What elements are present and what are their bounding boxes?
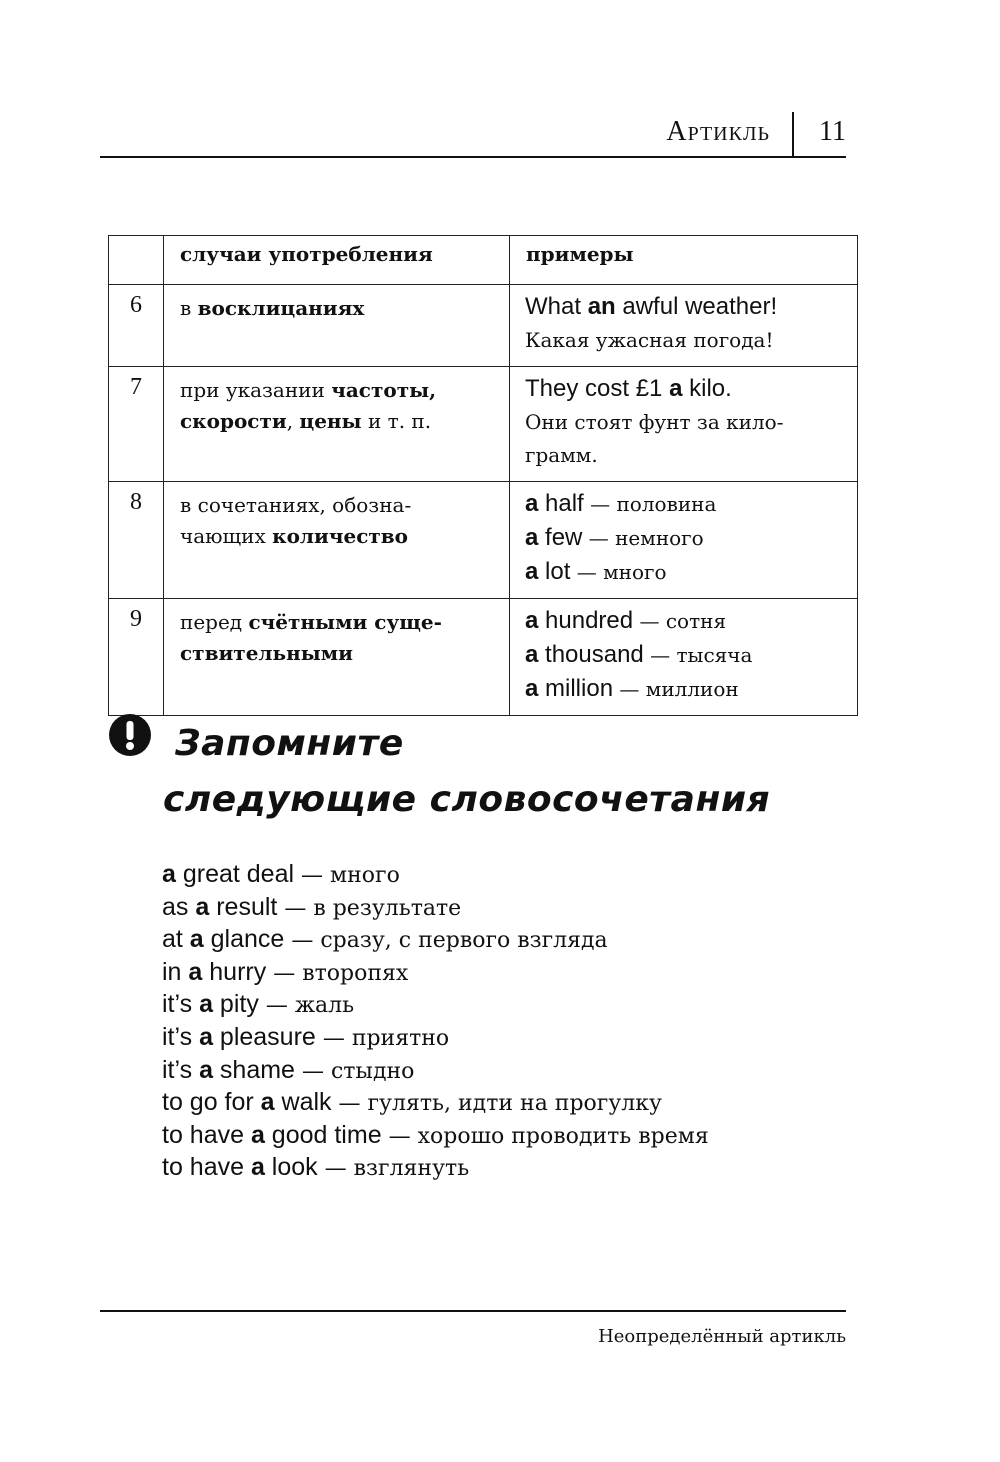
- case-text: при указании: [180, 378, 332, 402]
- phrase-article: a: [188, 957, 203, 986]
- column-header-cases: случаи употребления: [164, 236, 510, 285]
- phrase-translation: — гулять, идти на прогулку: [331, 1091, 662, 1117]
- row-number: 7: [109, 367, 164, 482]
- example-english-post: million: [538, 675, 614, 702]
- example-translation: — сотня: [633, 609, 727, 633]
- list-item: [162, 1119, 709, 1152]
- phrase-pre: it’s: [162, 1055, 200, 1084]
- example-translation: Они стоят фунт за кило-: [525, 410, 784, 434]
- example-translation: — миллион: [613, 677, 739, 701]
- example-english-post: thousand: [538, 641, 644, 668]
- section-title: Артикль: [666, 116, 770, 147]
- example-article: a: [525, 607, 539, 634]
- page-number: 11: [819, 116, 846, 147]
- example-line: [525, 291, 849, 325]
- list-item: [162, 1021, 709, 1054]
- example-english-post: lot: [538, 558, 571, 585]
- example-line: [525, 407, 849, 440]
- example-line: [525, 325, 849, 358]
- row-number: 9: [109, 599, 164, 716]
- phrase-post: walk: [274, 1088, 332, 1117]
- phrase-translation: — жаль: [258, 993, 355, 1019]
- example-translation: — половина: [583, 492, 717, 516]
- example-line: [525, 639, 849, 673]
- table-header-row: [109, 236, 858, 285]
- phrase-article: a: [195, 892, 210, 921]
- example-english-post: awful weather!: [615, 293, 778, 320]
- case-text: и т. п.: [361, 409, 432, 433]
- example-line: [525, 373, 849, 407]
- phrase-pre: to go for: [162, 1088, 261, 1117]
- case-keyword: скорости: [180, 409, 287, 433]
- example-line: [525, 488, 849, 522]
- footer-chapter-title: Неопределённый артикль: [598, 1326, 846, 1347]
- example-article: a: [525, 524, 539, 551]
- example-article: an: [587, 293, 616, 320]
- phrase-post: pleasure: [212, 1022, 316, 1051]
- phrase-post: great deal: [175, 860, 295, 888]
- row-number: 6: [109, 285, 164, 367]
- usage-case: [164, 599, 510, 716]
- header-separator: [792, 112, 794, 156]
- phrase-post: pity: [212, 990, 259, 1019]
- example-article: a: [525, 558, 539, 585]
- phrase-article: a: [199, 1022, 213, 1051]
- phrase-article: a: [250, 1153, 265, 1182]
- example-article: a: [525, 675, 539, 702]
- case-text: ,: [286, 409, 300, 433]
- case-text: перед: [180, 610, 249, 634]
- example-line: [525, 673, 849, 707]
- list-item: [162, 891, 709, 924]
- phrase-pre: as: [162, 892, 196, 921]
- example-line: [525, 522, 849, 556]
- example-translation: грамм.: [525, 443, 598, 467]
- usage-case: [164, 367, 510, 482]
- column-header-examples: примеры: [510, 236, 858, 285]
- phrase-translation: — сразу, с первого взгляда: [284, 928, 608, 954]
- phrase-post: look: [264, 1153, 318, 1182]
- case-keyword: цены: [299, 409, 362, 433]
- examples-cell: [510, 285, 858, 367]
- remember-heading: [163, 716, 770, 828]
- phrase-post: glance: [203, 925, 285, 954]
- list-item: [162, 1151, 709, 1184]
- phrase-post: good time: [264, 1120, 382, 1149]
- list-item: [162, 1054, 709, 1087]
- phrase-article: a: [260, 1088, 275, 1117]
- phrase-pre: in: [162, 957, 189, 986]
- list-item: [162, 1086, 709, 1119]
- example-article: a: [525, 641, 539, 668]
- case-keyword: количество: [272, 524, 409, 548]
- phrase-translation: — хорошо проводить время: [381, 1123, 709, 1149]
- usage-case: [164, 482, 510, 599]
- phrase-pre: it’s: [162, 990, 200, 1019]
- list-item: [162, 923, 709, 956]
- phrase-post: shame: [212, 1055, 295, 1084]
- phrase-translation: — много: [294, 863, 400, 888]
- case-keyword: счётными суще- ствительными: [180, 610, 442, 665]
- usage-table: [108, 235, 858, 716]
- phrase-article: a: [199, 1055, 213, 1084]
- remember-title-line2: следующие словосочетания: [163, 779, 771, 820]
- exclamation-icon: [108, 713, 152, 757]
- phrase-pre: at: [162, 925, 190, 954]
- phrase-translation: — стыдно: [294, 1058, 415, 1084]
- examples-cell: [510, 599, 858, 716]
- example-english-pre: They cost £1: [525, 375, 670, 402]
- phrase-pre: to have: [162, 1153, 251, 1182]
- list-item: [162, 956, 709, 989]
- example-line: [525, 605, 849, 639]
- example-article: a: [525, 490, 539, 517]
- example-translation: — много: [570, 560, 667, 584]
- example-article: a: [669, 375, 683, 402]
- example-english-post: hundred: [538, 607, 634, 634]
- phrase-list: [162, 858, 709, 1184]
- table-row: [109, 367, 858, 482]
- phrase-post: hurry: [202, 957, 267, 986]
- phrase-pre: it’s: [162, 1022, 200, 1051]
- footer-rule: [100, 1310, 846, 1312]
- example-translation: — тысяча: [643, 643, 753, 667]
- row-number: 8: [109, 482, 164, 599]
- running-header: [100, 112, 846, 158]
- example-translation: Какая ужасная погода!: [525, 328, 774, 352]
- examples-cell: [510, 367, 858, 482]
- phrase-translation: — второпях: [266, 960, 409, 986]
- example-english-post: half: [538, 490, 584, 517]
- example-line: [525, 440, 849, 473]
- usage-case: [164, 285, 510, 367]
- case-text: в: [180, 296, 198, 320]
- example-translation: — немного: [582, 526, 704, 550]
- phrase-translation: — приятно: [315, 1025, 450, 1051]
- phrase-post: result: [209, 892, 278, 921]
- case-keyword: восклицаниях: [197, 296, 365, 320]
- phrase-article: a: [199, 990, 213, 1019]
- phrase-article: a: [162, 860, 176, 888]
- example-english-post: few: [538, 524, 583, 551]
- list-item: [162, 988, 709, 1021]
- example-english-post: kilo.: [682, 375, 732, 402]
- case-keyword: частоты,: [331, 378, 437, 402]
- case-text: в сочетаниях, обозна- чающих: [180, 493, 412, 548]
- table-row: [109, 482, 858, 599]
- example-english-pre: What: [525, 293, 588, 320]
- example-line: [525, 556, 849, 590]
- phrase-article: a: [189, 925, 204, 954]
- table-row: [109, 285, 858, 367]
- list-item: [162, 858, 709, 891]
- column-header-number: [109, 236, 164, 285]
- table-row: [109, 599, 858, 716]
- phrase-translation: — взглянуть: [317, 1156, 470, 1182]
- remember-title-line1: Запомните: [175, 723, 404, 764]
- phrase-pre: to have: [162, 1120, 251, 1149]
- phrase-article: a: [250, 1120, 265, 1149]
- phrase-translation: — в результате: [277, 895, 462, 921]
- examples-cell: [510, 482, 858, 599]
